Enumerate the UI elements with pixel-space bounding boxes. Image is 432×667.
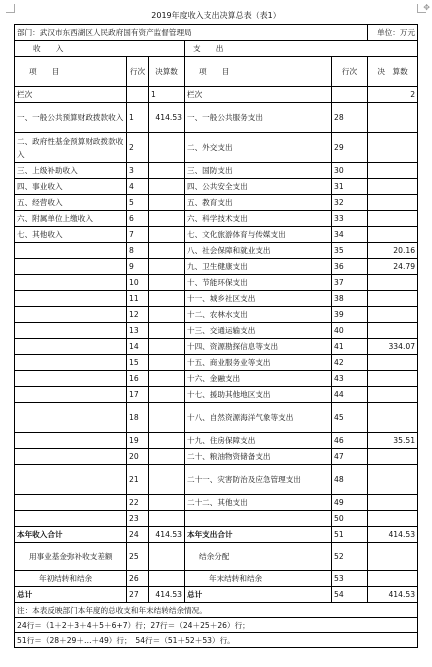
line-header-left: 行次 bbox=[127, 57, 149, 87]
amount-header-left: 决算数 bbox=[149, 57, 185, 87]
income-section-label: 收 入 bbox=[15, 41, 185, 57]
expense-amount-cell bbox=[368, 163, 418, 179]
expense-item-cell: 十四、资源勘探信息等支出 bbox=[185, 339, 332, 355]
income-amount-cell bbox=[149, 211, 185, 227]
table-row bbox=[15, 371, 418, 387]
income-line-cell: 15 bbox=[127, 355, 149, 371]
expense-item-cell: 十六、金融支出 bbox=[185, 371, 332, 387]
expense-amount-cell bbox=[368, 371, 418, 387]
expense-line-cell: 44 bbox=[332, 387, 368, 403]
income-item-cell bbox=[15, 259, 127, 275]
amount-header-right: 决 算数 bbox=[368, 57, 418, 87]
table-row bbox=[15, 103, 418, 133]
income-amount-cell bbox=[149, 339, 185, 355]
col-index-number-right: 2 bbox=[368, 87, 418, 103]
expense-amount-cell bbox=[368, 103, 418, 133]
expense-line-cell: 53 bbox=[332, 571, 368, 587]
table-row bbox=[15, 243, 418, 259]
income-item-cell bbox=[15, 243, 127, 259]
income-amount-cell bbox=[149, 133, 185, 163]
income-amount-cell: 414.53 bbox=[149, 587, 185, 603]
expense-amount-cell: 334.07 bbox=[368, 339, 418, 355]
expense-line-cell: 33 bbox=[332, 211, 368, 227]
item-header-left: 项 目 bbox=[15, 57, 127, 87]
expense-line-cell: 47 bbox=[332, 449, 368, 465]
table-row bbox=[15, 465, 418, 495]
expense-line-cell: 54 bbox=[332, 587, 368, 603]
income-line-cell: 8 bbox=[127, 243, 149, 259]
expense-item-cell: 结余分配 bbox=[185, 543, 332, 571]
income-item-cell: 一、一般公共预算财政拨款收入 bbox=[15, 103, 127, 133]
income-item-cell: 本年收入合计 bbox=[15, 527, 127, 543]
income-item-cell bbox=[15, 387, 127, 403]
table-row bbox=[15, 527, 418, 543]
income-line-cell: 14 bbox=[127, 339, 149, 355]
income-item-cell bbox=[15, 465, 127, 495]
expense-line-cell: 36 bbox=[332, 259, 368, 275]
income-line-cell: 7 bbox=[127, 227, 149, 243]
income-item-cell: 二、政府性基金预算财政拨款收入 bbox=[15, 133, 127, 163]
income-amount-cell bbox=[149, 195, 185, 211]
expense-amount-cell bbox=[368, 355, 418, 371]
expense-line-cell: 39 bbox=[332, 307, 368, 323]
expense-amount-cell bbox=[368, 133, 418, 163]
note-text: 注：本表反映部门本年度的总收支和年末结转结余情况。 bbox=[15, 603, 418, 618]
expense-item-cell: 四、公共安全支出 bbox=[185, 179, 332, 195]
income-amount-cell: 414.53 bbox=[149, 103, 185, 133]
income-amount-cell bbox=[149, 243, 185, 259]
income-line-cell: 17 bbox=[127, 387, 149, 403]
expense-line-cell: 37 bbox=[332, 275, 368, 291]
table-row bbox=[15, 403, 418, 433]
income-line-cell: 27 bbox=[127, 587, 149, 603]
expense-amount-cell: 35.51 bbox=[368, 433, 418, 449]
income-amount-cell bbox=[149, 355, 185, 371]
header-row bbox=[15, 25, 418, 41]
income-line-cell: 2 bbox=[127, 133, 149, 163]
expense-amount-cell: 414.53 bbox=[368, 587, 418, 603]
table-row bbox=[15, 323, 418, 339]
expense-item-cell: 十、节能环保支出 bbox=[185, 275, 332, 291]
expense-amount-cell bbox=[368, 179, 418, 195]
table-row bbox=[15, 355, 418, 371]
expense-line-cell: 41 bbox=[332, 339, 368, 355]
table-row bbox=[15, 571, 418, 587]
expense-item-cell: 十三、交通运输支出 bbox=[185, 323, 332, 339]
income-item-cell bbox=[15, 449, 127, 465]
expense-line-cell: 32 bbox=[332, 195, 368, 211]
income-item-cell: 总计 bbox=[15, 587, 127, 603]
table-row bbox=[15, 227, 418, 243]
income-item-cell bbox=[15, 339, 127, 355]
expense-item-cell: 六、科学技术支出 bbox=[185, 211, 332, 227]
expense-amount-cell: 24.79 bbox=[368, 259, 418, 275]
expense-item-cell: 本年支出合计 bbox=[185, 527, 332, 543]
income-amount-cell bbox=[149, 465, 185, 495]
col-index-label-right: 栏次 bbox=[185, 87, 332, 103]
expense-line-cell: 28 bbox=[332, 103, 368, 133]
income-item-cell: 三、上级补助收入 bbox=[15, 163, 127, 179]
expense-item-cell: 三、国防支出 bbox=[185, 163, 332, 179]
expense-item-cell: 十七、援助其他地区支出 bbox=[185, 387, 332, 403]
col-index-number-left: 1 bbox=[149, 87, 185, 103]
expense-line-cell: 43 bbox=[332, 371, 368, 387]
income-item-cell bbox=[15, 511, 127, 527]
dept-cell: 部门：武汉市东西湖区人民政府国有资产监督管理局 bbox=[15, 25, 368, 41]
expense-item-cell: 十二、农林水支出 bbox=[185, 307, 332, 323]
expense-amount-cell bbox=[368, 275, 418, 291]
expense-item-cell: 二、外交支出 bbox=[185, 133, 332, 163]
income-amount-cell bbox=[149, 323, 185, 339]
expense-line-cell: 31 bbox=[332, 179, 368, 195]
income-item-cell bbox=[15, 403, 127, 433]
section-row bbox=[15, 41, 418, 57]
income-amount-cell bbox=[149, 387, 185, 403]
col-index-label-left: 栏次 bbox=[15, 87, 127, 103]
income-expense-table bbox=[14, 24, 418, 648]
expense-line-cell: 35 bbox=[332, 243, 368, 259]
expense-amount-cell bbox=[368, 307, 418, 323]
note-row bbox=[15, 603, 418, 618]
income-amount-cell bbox=[149, 163, 185, 179]
income-line-cell: 18 bbox=[127, 403, 149, 433]
expense-amount-cell bbox=[368, 291, 418, 307]
expense-line-cell: 30 bbox=[332, 163, 368, 179]
income-amount-cell bbox=[149, 511, 185, 527]
income-amount-cell bbox=[149, 433, 185, 449]
table-row bbox=[15, 291, 418, 307]
expense-item-cell: 二十二、其他支出 bbox=[185, 495, 332, 511]
table-row bbox=[15, 211, 418, 227]
expense-item-cell: 年末结转和结余 bbox=[185, 571, 332, 587]
income-line-cell: 23 bbox=[127, 511, 149, 527]
table-row bbox=[15, 163, 418, 179]
income-amount-cell bbox=[149, 179, 185, 195]
income-amount-cell bbox=[149, 371, 185, 387]
income-line-cell: 3 bbox=[127, 163, 149, 179]
income-line-cell: 22 bbox=[127, 495, 149, 511]
column-index-row bbox=[15, 87, 418, 103]
table-row bbox=[15, 307, 418, 323]
income-item-cell bbox=[15, 371, 127, 387]
expense-line-cell: 34 bbox=[332, 227, 368, 243]
income-item-cell: 用事业基金弥补收支差额 bbox=[15, 543, 127, 571]
expense-item-cell: 二十一、灾害防治及应急管理支出 bbox=[185, 465, 332, 495]
expense-amount-cell bbox=[368, 195, 418, 211]
expense-amount-cell bbox=[368, 403, 418, 433]
expense-amount-cell bbox=[368, 465, 418, 495]
income-line-cell: 6 bbox=[127, 211, 149, 227]
income-line-cell: 25 bbox=[127, 543, 149, 571]
income-item-cell bbox=[15, 355, 127, 371]
expense-amount-cell: 414.53 bbox=[368, 527, 418, 543]
income-line-cell: 4 bbox=[127, 179, 149, 195]
unit-cell: 单位：万元 bbox=[368, 25, 418, 41]
expense-item-cell: 一、一般公共服务支出 bbox=[185, 103, 332, 133]
table-row bbox=[15, 195, 418, 211]
income-line-cell: 26 bbox=[127, 571, 149, 587]
note-text: 24行＝（1＋2＋3＋4＋5＋6+7）行；27行＝（24＋25＋26）行； bbox=[15, 618, 418, 633]
expense-amount-cell bbox=[368, 543, 418, 571]
income-line-cell: 10 bbox=[127, 275, 149, 291]
income-line-cell: 20 bbox=[127, 449, 149, 465]
table-row bbox=[15, 387, 418, 403]
expense-line-cell: 46 bbox=[332, 433, 368, 449]
table-row bbox=[15, 433, 418, 449]
income-item-cell: 六、附属单位上缴收入 bbox=[15, 211, 127, 227]
income-amount-cell bbox=[149, 259, 185, 275]
income-item-cell: 四、事业收入 bbox=[15, 179, 127, 195]
expense-amount-cell bbox=[368, 387, 418, 403]
expense-line-cell: 50 bbox=[332, 511, 368, 527]
table-row bbox=[15, 133, 418, 163]
line-header-right: 行次 bbox=[332, 57, 368, 87]
income-amount-cell bbox=[149, 291, 185, 307]
expense-line-cell: 38 bbox=[332, 291, 368, 307]
expense-amount-cell bbox=[368, 211, 418, 227]
item-header-right: 项 目 bbox=[185, 57, 332, 87]
income-line-cell: 5 bbox=[127, 195, 149, 211]
table-row bbox=[15, 449, 418, 465]
expense-item-cell: 总计 bbox=[185, 587, 332, 603]
table-row bbox=[15, 275, 418, 291]
expense-line-cell: 40 bbox=[332, 323, 368, 339]
income-line-cell: 24 bbox=[127, 527, 149, 543]
expense-line-cell: 51 bbox=[332, 527, 368, 543]
expense-item-cell bbox=[185, 511, 332, 527]
income-amount-cell bbox=[149, 449, 185, 465]
income-item-cell: 年初结转和结余 bbox=[15, 571, 127, 587]
income-amount-cell bbox=[149, 543, 185, 571]
income-item-cell bbox=[15, 291, 127, 307]
expense-amount-cell: 20.16 bbox=[368, 243, 418, 259]
expense-amount-cell bbox=[368, 449, 418, 465]
expense-line-cell: 48 bbox=[332, 465, 368, 495]
income-line-cell: 19 bbox=[127, 433, 149, 449]
expense-amount-cell bbox=[368, 511, 418, 527]
expense-item-cell: 十九、住房保障支出 bbox=[185, 433, 332, 449]
layout-marker-icon: ✥ bbox=[423, 3, 430, 12]
income-item-cell bbox=[15, 433, 127, 449]
table-row bbox=[15, 543, 418, 571]
income-line-cell: 1 bbox=[127, 103, 149, 133]
expense-item-cell: 七、文化旅游体育与传媒支出 bbox=[185, 227, 332, 243]
expense-line-cell: 45 bbox=[332, 403, 368, 433]
table-row bbox=[15, 259, 418, 275]
income-item-cell: 五、经营收入 bbox=[15, 195, 127, 211]
table-row bbox=[15, 587, 418, 603]
expense-item-cell: 八、社会保障和就业支出 bbox=[185, 243, 332, 259]
income-amount-cell: 414.53 bbox=[149, 527, 185, 543]
income-line-cell: 9 bbox=[127, 259, 149, 275]
expense-item-cell: 十五、商业服务业等支出 bbox=[185, 355, 332, 371]
expense-section-label: 支 出 bbox=[185, 41, 418, 57]
income-amount-cell bbox=[149, 307, 185, 323]
table-row bbox=[15, 511, 418, 527]
income-item-cell bbox=[15, 307, 127, 323]
expense-line-cell: 49 bbox=[332, 495, 368, 511]
expense-amount-cell bbox=[368, 323, 418, 339]
table-row bbox=[15, 179, 418, 195]
expense-amount-cell bbox=[368, 495, 418, 511]
note-text: 51行＝（28＋29＋…＋49）行； 54行＝（51＋52＋53）行。 bbox=[15, 633, 418, 648]
income-line-cell: 21 bbox=[127, 465, 149, 495]
expense-line-cell: 42 bbox=[332, 355, 368, 371]
income-amount-cell bbox=[149, 495, 185, 511]
expense-amount-cell bbox=[368, 571, 418, 587]
column-header-row bbox=[15, 57, 418, 87]
note-row bbox=[15, 633, 418, 648]
income-amount-cell bbox=[149, 275, 185, 291]
income-line-cell: 12 bbox=[127, 307, 149, 323]
income-amount-cell bbox=[149, 227, 185, 243]
expense-item-cell: 十一、城乡社区支出 bbox=[185, 291, 332, 307]
table-title: 2019年度收入支出决算总表（表1） bbox=[151, 11, 281, 20]
expense-line-cell: 52 bbox=[332, 543, 368, 571]
income-item-cell bbox=[15, 495, 127, 511]
income-item-cell bbox=[15, 323, 127, 339]
income-line-cell: 16 bbox=[127, 371, 149, 387]
income-amount-cell bbox=[149, 403, 185, 433]
expense-item-cell: 十八、自然资源海洋气象等支出 bbox=[185, 403, 332, 433]
table-row bbox=[15, 495, 418, 511]
expense-item-cell: 九、卫生健康支出 bbox=[185, 259, 332, 275]
expense-amount-cell bbox=[368, 227, 418, 243]
expense-item-cell: 二十、粮油物资储备支出 bbox=[185, 449, 332, 465]
income-line-cell: 11 bbox=[127, 291, 149, 307]
note-row bbox=[15, 618, 418, 633]
income-amount-cell bbox=[149, 571, 185, 587]
income-item-cell: 七、其他收入 bbox=[15, 227, 127, 243]
expense-item-cell: 五、教育支出 bbox=[185, 195, 332, 211]
income-line-cell: 13 bbox=[127, 323, 149, 339]
income-item-cell bbox=[15, 275, 127, 291]
table-row bbox=[15, 339, 418, 355]
expense-line-cell: 29 bbox=[332, 133, 368, 163]
